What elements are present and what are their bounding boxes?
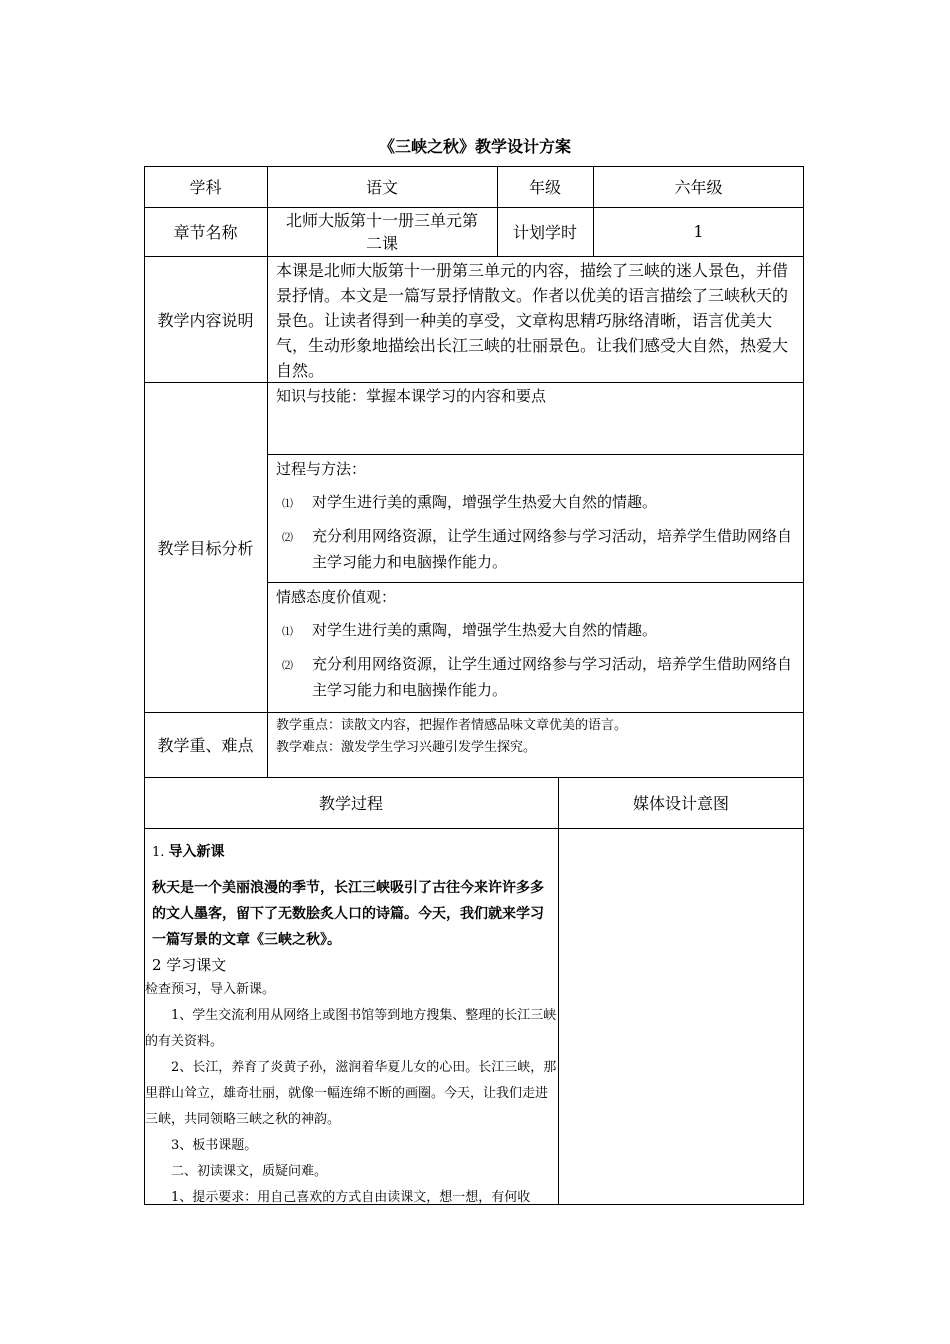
subject-value: 语文 [365,178,398,197]
emotion-item: ⑴ 对学生进行美的熏陶，增强学生热爱大自然的情趣。 [282,621,658,639]
media-header: 媒体设计意图 [632,794,729,813]
process-item: ⑵ 充分利用网络资源，让学生通过网络参与学习活动，培养学生借助网络自主学习能力和电脑操作能力。 [282,527,793,571]
hours-value: 1 [693,222,704,241]
process-paragraph: 3、板书课题。 [171,1138,258,1153]
content-label: 教学内容说明 [157,310,254,330]
grade-value: 六年级 [674,178,723,197]
content-text: 本课是北师大版第十一册第三单元的内容，描绘了三峡的迷人景色，并借景抒情。本文是一篇写景抒情散文。作者以优美的语言描绘了三峡秋天的景色。让读者得到一种美的享受，文章构思精巧脉络清晰，语言优美大气，生动形象地描绘出长江三峡的壮丽景色。让我们感受大自然，热爱大自然。 [276,261,789,380]
difficult-point: 教学难点：激发学生学习兴趣引发学生探究。 [276,740,537,755]
chapter-value: 北师大版第十一册三单元第二课 [285,210,478,253]
section-2-title: 2 学习课文 [152,956,227,974]
goals-label: 教学目标分析 [157,538,254,558]
process-paragraph: 1、学生交流利用从网络上或图书馆等到地方搜集、整理的长江三峡的有关资料。 [145,1008,557,1049]
subject-label: 学科 [189,178,222,197]
section-1-number: 1. [152,845,165,860]
section-1-text: 秋天是一个美丽浪漫的季节，长江三峡吸引了古往今来许许多多的文人墨客，留下了无数脍炙人口的诗篇。今天，我们就来学习一篇写景的文章《三峡之秋》。 [152,880,544,948]
document-title: 《三峡之秋》教学设计方案 [378,137,571,156]
chapter-label: 章节名称 [173,223,238,242]
section-1-heading [145,829,558,863]
hours-label: 计划学时 [512,223,577,242]
process-body [145,829,558,1204]
process-item: ⑴ 对学生进行美的熏陶，增强学生热爱大自然的情趣。 [282,493,658,511]
key-point: 教学重点：读散文内容，把握作者情感品味文章优美的语言。 [276,718,628,733]
process-paragraph: 检查预习，导入新课。 [145,982,276,997]
process-paragraph: 1、提示要求：用自己喜欢的方式自由读课文，想一想，有何收 [171,1190,531,1204]
process-title: 过程与方法： [276,460,367,478]
lesson-plan-table [144,166,804,1205]
emotion-title: 情感态度价值观： [276,588,397,606]
process-header: 教学过程 [318,794,383,813]
section-1-title: 导入新课 [168,844,225,860]
process-paragraph: 二、初读课文，质疑问难。 [171,1164,328,1179]
emotion-item: ⑵ 充分利用网络资源，让学生通过网络参与学习活动，培养学生借助网络自主学习能力和电脑操作能力。 [282,655,793,699]
emotion-goals [268,583,803,703]
process-paragraph: 2、长江，养育了炎黄子孙，滋润着华夏儿女的心田。长江三峡，那里群山耸立，雄奇壮丽，就像一幅连绵不断的画圈。今天，让我们走进三峡，共同领略三峡之秋的神韵。 [145,1060,557,1127]
knowledge-goal: 知识与技能：掌握本课学习的内容和要点 [276,387,547,405]
process-goals [268,455,803,575]
grade-label: 年级 [528,178,561,197]
media-design-cell [559,829,803,1204]
key-label: 教学重、难点 [157,736,254,755]
key-points [268,713,803,759]
